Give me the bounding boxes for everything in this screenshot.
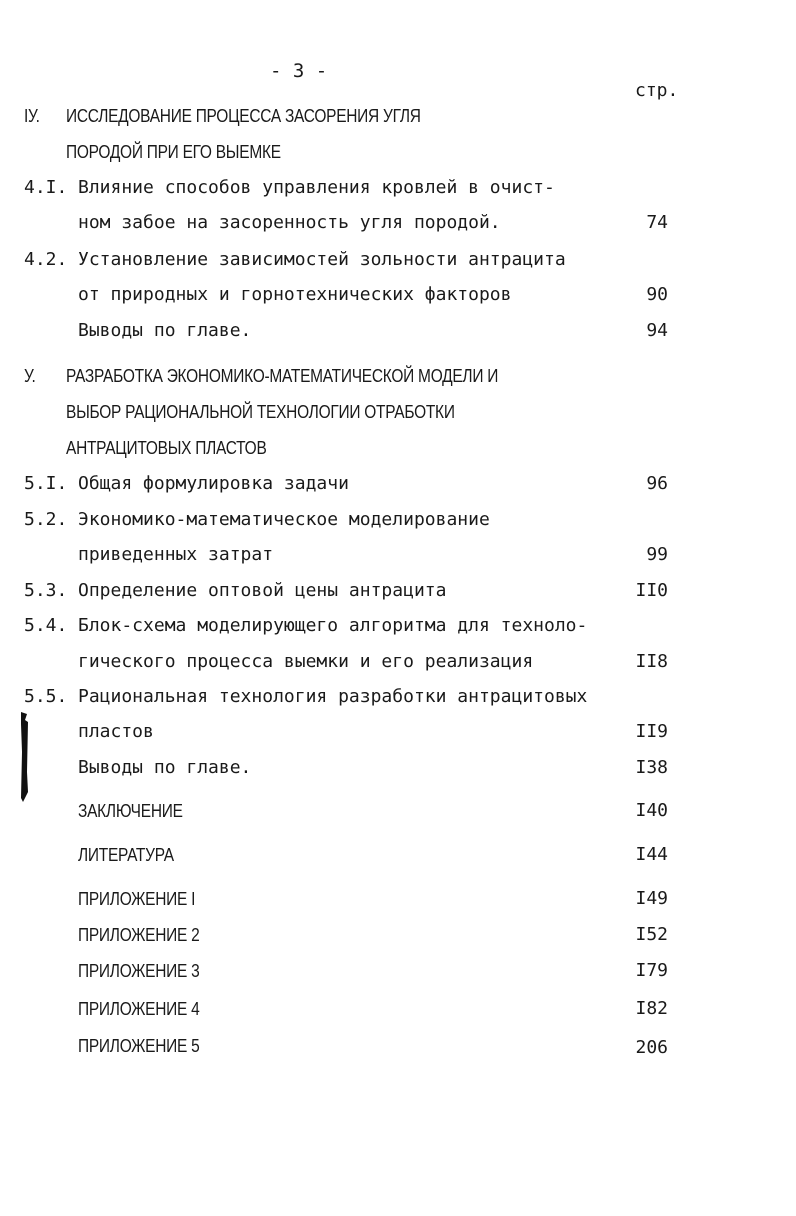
pages-column-label: стр.	[635, 80, 679, 101]
section-number: 4.2.	[24, 249, 68, 270]
page-ref: I82	[635, 998, 668, 1019]
page-ref: I79	[635, 960, 668, 981]
chapter-title-line: ИССЛЕДОВАНИЕ ПРОЦЕССА ЗАСОРЕНИЯ УГЛЯ	[66, 106, 421, 126]
page-number: - 3 -	[270, 60, 328, 82]
back-matter-title: ЛИТЕРАТУРА	[78, 845, 174, 865]
back-matter-title: ПРИЛОЖЕНИЕ 3	[78, 961, 200, 981]
page-ref: 90	[646, 284, 668, 305]
back-matter-title: ЗАКЛЮЧЕНИЕ	[78, 801, 183, 821]
page-ref: I52	[635, 924, 668, 945]
section-number: 4.I.	[24, 177, 68, 198]
chapter-title-line: ВЫБОР РАЦИОНАЛЬНОЙ ТЕХНОЛОГИИ ОТРАБОТКИ	[66, 402, 455, 422]
page-ref: I44	[635, 844, 668, 865]
page-ref: 206	[635, 1037, 668, 1058]
margin-ink-mark	[19, 712, 30, 802]
page-ref: I38	[635, 757, 668, 778]
back-matter-title: ПРИЛОЖЕНИЕ I	[78, 889, 196, 909]
back-matter-title: ПРИЛОЖЕНИЕ 2	[78, 925, 200, 945]
page-ref: II8	[635, 651, 668, 672]
section-title-line: приведенных затрат	[78, 544, 274, 565]
chapter-title-line: ПОРОДОЙ ПРИ ЕГО ВЫЕМКЕ	[66, 142, 281, 162]
section-title-line: Экономико-математическое моделирование	[78, 509, 490, 530]
page-ref: I49	[635, 888, 668, 909]
page-ref: 74	[646, 212, 668, 233]
section-title-line: от природных и горнотехнических факторов	[78, 284, 512, 305]
section-number: 5.I.	[24, 473, 68, 494]
page-ref: I40	[635, 800, 668, 821]
section-number: 5.2.	[24, 509, 68, 530]
page-ref: II0	[635, 580, 668, 601]
section-number: 5.3.	[24, 580, 68, 601]
section-title-line: Общая формулировка задачи	[78, 473, 349, 494]
section-number: 5.5.	[24, 686, 68, 707]
conclusions-line: Выводы по главе.	[78, 757, 252, 778]
section-title-line: пластов	[78, 721, 154, 742]
chapter-number: IУ.	[24, 106, 40, 126]
page-ref: 94	[646, 320, 668, 341]
page-ref: 99	[646, 544, 668, 565]
section-title-line: Влияние способов управления кровлей в очист-	[78, 177, 555, 198]
chapter-number: У.	[24, 366, 36, 386]
section-number: 5.4.	[24, 615, 68, 636]
chapter-title-line: РАЗРАБОТКА ЭКОНОМИКО-МАТЕМАТИЧЕСКОЙ МОДЕЛИ И	[66, 366, 499, 386]
section-title-line: Блок-схема моделирующего алгоритма для техноло-	[78, 615, 588, 636]
section-title-line: Рациональная технология разработки антрацитовых	[78, 686, 588, 707]
section-title-line: ном забое на засоренность угля породой.	[78, 212, 501, 233]
conclusions-line: Выводы по главе.	[78, 320, 252, 341]
page-ref: 96	[646, 473, 668, 494]
page-ref: II9	[635, 721, 668, 742]
chapter-title-line: АНТРАЦИТОВЫХ ПЛАСТОВ	[66, 438, 267, 458]
section-title-line: Установление зависимостей зольности антрацита	[78, 249, 566, 270]
back-matter-title: ПРИЛОЖЕНИЕ 5	[78, 1036, 200, 1056]
section-title-line: гического процесса выемки и его реализация	[78, 651, 534, 672]
section-title-line: Определение оптовой цены антрацита	[78, 580, 447, 601]
back-matter-title: ПРИЛОЖЕНИЕ 4	[78, 999, 200, 1019]
